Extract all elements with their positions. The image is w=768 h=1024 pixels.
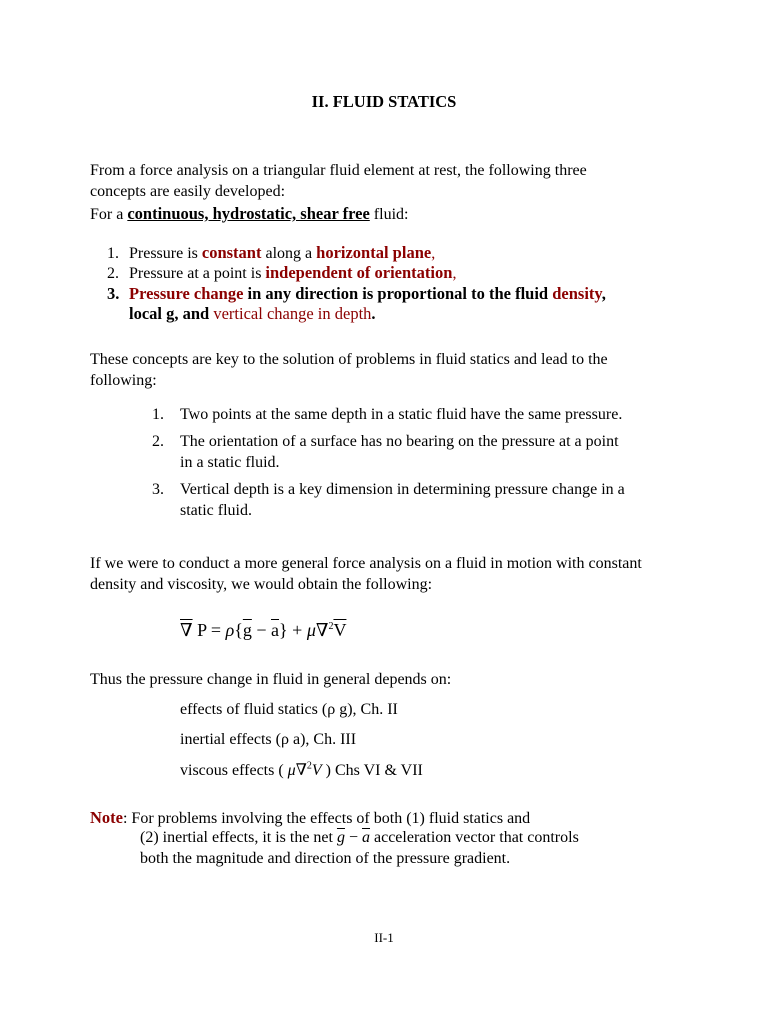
note-label: Note xyxy=(90,808,123,827)
concept-text: , xyxy=(601,284,606,303)
concept-1 xyxy=(107,243,435,263)
concept-text: local g, and xyxy=(129,304,214,323)
consequence-text: Vertical depth is a key dimension in determining pressure change in a xyxy=(180,481,625,498)
note-text: : For problems involving the effects of both (1) fluid statics and xyxy=(122,810,531,827)
consequence-3 xyxy=(152,481,625,499)
concept-number: 1. xyxy=(107,245,119,262)
concept-emph: independent of orientation xyxy=(265,263,453,282)
note-g: $\overline{g}$ xyxy=(336,829,345,846)
eq-minus: − xyxy=(251,620,272,640)
intro-line-3 xyxy=(90,204,408,224)
consequence-3-line-2: static fluid. xyxy=(180,502,252,519)
concept-3 xyxy=(107,284,606,304)
effect-3 xyxy=(180,760,423,780)
eq-g: $\overline{g}$ xyxy=(242,620,252,640)
note-text: acceleration vector that controls xyxy=(370,829,579,846)
concept-text: Pressure is xyxy=(129,245,202,262)
note-line-3: both the magnitude and direction of the pressure gradient. xyxy=(140,850,511,867)
intro-line-1: From a force analysis on a triangular fluid element at rest, the following three xyxy=(90,162,587,179)
effect-3-math: μ∇ xyxy=(287,762,307,779)
note-line-2 xyxy=(140,829,579,847)
eq-v: $\overline{V}$ xyxy=(333,620,347,640)
concept-emph: horizontal plane xyxy=(316,243,432,262)
concept-number: 2. xyxy=(107,265,119,282)
concept-text: Pressure at a point is xyxy=(129,265,266,282)
concept-2 xyxy=(107,263,456,283)
eq-nabla: ∇ xyxy=(180,620,193,640)
concept-3-line-2 xyxy=(129,304,376,324)
key-line-2: following: xyxy=(90,372,157,389)
effect-3-chapters: ) Chs VI & VII xyxy=(321,762,423,779)
concept-emph: constant xyxy=(201,243,262,262)
concept-emph: Pressure change xyxy=(129,284,244,303)
concept-text: along a xyxy=(261,245,317,262)
concept-emph: density xyxy=(552,284,602,303)
consequence-number: 1. xyxy=(152,406,164,423)
eq-rho: ρ xyxy=(225,620,235,640)
consequence-2 xyxy=(152,433,619,451)
concept-number: 3. xyxy=(107,284,120,303)
navier-stokes-equation xyxy=(180,620,346,641)
intro-line-3-suffix: fluid: xyxy=(369,206,409,223)
note-line-1 xyxy=(90,808,530,828)
eq-p: P = xyxy=(192,620,226,640)
consequence-number: 3. xyxy=(152,481,164,498)
eq-lbrace: { xyxy=(234,620,243,640)
concept-text: , xyxy=(431,245,436,262)
consequence-2-line-2: in a static fluid. xyxy=(180,454,280,471)
consequence-text: Two points at the same depth in a static fluid have the same pressure. xyxy=(180,406,623,423)
general-line-2: density and viscosity, we would obtain the following: xyxy=(90,576,433,593)
note-text: (2) inertial effects, it is the net xyxy=(140,829,337,846)
effect-3-v: V xyxy=(311,762,322,779)
eq-superscript: 2 xyxy=(328,621,334,632)
consequence-number: 2. xyxy=(152,433,164,450)
effect-2: inertial effects (ρ a), Ch. III xyxy=(180,731,357,748)
consequence-1 xyxy=(152,406,622,424)
concept-text: in any direction is proportional to the fluid xyxy=(243,284,553,303)
effect-3-text: viscous effects ( xyxy=(180,762,288,779)
consequence-text: The orientation of a surface has no bearing on the pressure at a point xyxy=(180,433,619,450)
concept-text: . xyxy=(371,304,376,323)
key-line-1: These concepts are key to the solution of problems in fluid statics and lead to the xyxy=(90,351,608,368)
intro-emphasis: continuous, hydrostatic, shear free xyxy=(127,204,370,223)
effect-3-sup: 2 xyxy=(306,760,312,772)
note-a: $\overline{a}$ xyxy=(362,829,370,846)
eq-rbrace: } xyxy=(279,620,288,640)
eq-a: $\overline{a}$ xyxy=(271,620,280,640)
page-number: II-1 xyxy=(374,930,394,945)
intro-line-2: concepts are easily developed: xyxy=(90,183,286,200)
concept-emph: vertical change in depth xyxy=(213,304,372,323)
intro-line-3-prefix: For a xyxy=(90,206,128,223)
general-line-1: If we were to conduct a more general force analysis on a fluid in motion with constant xyxy=(90,555,642,572)
eq-nabla-2: ∇ xyxy=(315,620,329,640)
effect-1: effects of fluid statics (ρ g), Ch. II xyxy=(180,701,398,718)
concept-text: , xyxy=(452,265,457,282)
page-title: II. FLUID STATICS xyxy=(311,92,457,111)
thus-line: Thus the pressure change in fluid in general depends on: xyxy=(90,671,452,688)
eq-mu: μ xyxy=(306,620,316,640)
eq-plus: + xyxy=(287,620,307,640)
note-minus: − xyxy=(344,829,362,846)
